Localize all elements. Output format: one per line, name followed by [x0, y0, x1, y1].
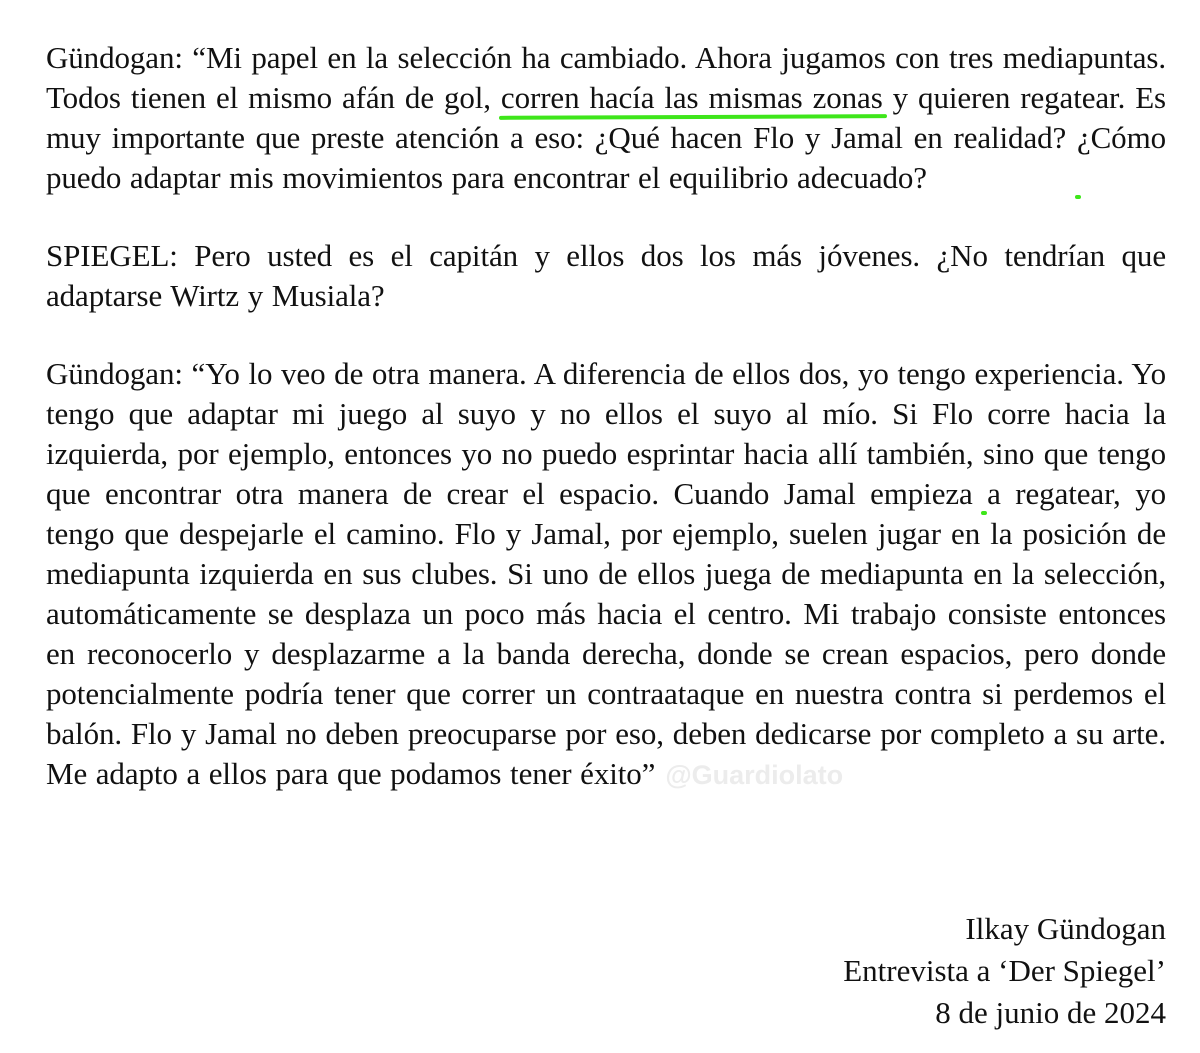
attribution-block — [843, 908, 1166, 1034]
highlighted-phrase: ¿Cómo puedo adaptar mis movimientos para encontrar el equilibrio adecuado — [46, 120, 1166, 195]
paragraph-gundogan-answer-1 — [46, 38, 1166, 198]
date-line: 8 de junio de 2024 — [935, 995, 1166, 1030]
text-segment: Gündogan: “Yo lo veo de otra manera. A diferencia de ellos dos, yo tengo experiencia. Yo tengo que adaptar mi juego al suyo y no ellos el suyo al mío. Si Flo corre hacia la izquierda, por ejemplo, entonces yo no puedo esprintar hacia allí también, — [46, 356, 1166, 471]
text-segment: y quieren regatear. Es muy importante que preste atención a eso: ¿Qué hacen Flo y Jamal en realidad? — [46, 80, 1167, 155]
interview-excerpt — [46, 38, 1166, 833]
text-segment: . Cuando Jamal empieza a regatear, yo tengo que despejarle el camino. Flo y Jamal, por ejemplo, suelen jugar en la posición de mediapunta izquierda en sus clubes. Si uno de ellos juega de mediapunta en la selección, automáticamente se desplaza un poco más hacia el centro. Mi trabajo consiste entonces en reconocerlo y desplazarme a la banda derecha, donde se crean espacios, pero donde potencialmente podría tener que correr un contraataque en nuestra contra si perdemos el balón. Flo y Jamal no deben preocuparse por eso, deben dedicarse por completo a su arte. Me adapto a ellos para que podamos tener éxito” — [46, 476, 1166, 791]
highlighted-phrase: corren hacía las mismas zonas — [500, 80, 883, 115]
paragraph-spiegel-question — [46, 236, 1166, 316]
paragraph-gundogan-answer-2 — [46, 354, 1166, 795]
text-segment: ? — [913, 160, 927, 195]
text-segment: Gündogan: “Mi papel en la selección ha cambiado. Ahora jugamos con tres mediapuntas. Todos tienen el mismo afán de gol, — [46, 40, 1166, 115]
highlighted-phrase: sino que tengo que encontrar otra manera de crear el espacio — [46, 436, 1166, 511]
text-segment: SPIEGEL: Pero usted es el capitán y ellos dos los más jóvenes. ¿No tendrían que adaptarse Wirtz y Musiala? — [46, 238, 1166, 313]
source-line: Entrevista a ‘Der Spiegel’ — [843, 953, 1166, 988]
author-name: Ilkay Gündogan — [965, 911, 1166, 946]
watermark-handle: @Guardiolato — [665, 760, 844, 790]
